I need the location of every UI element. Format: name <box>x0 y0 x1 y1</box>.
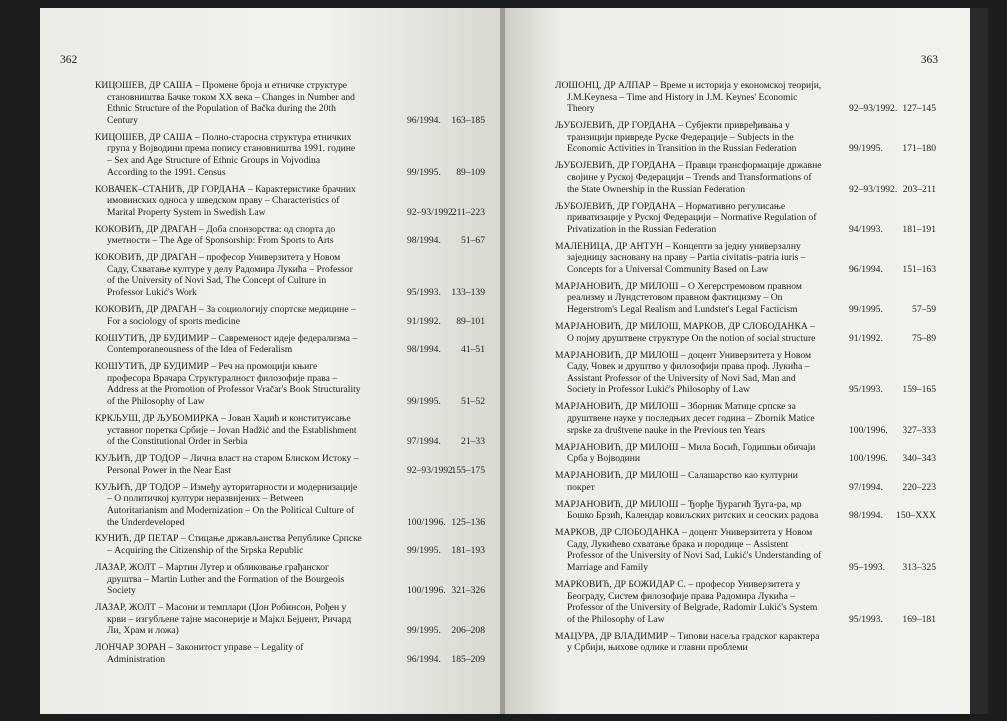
entry-text: МАРКОВИЋ, ДР БОЖИДАР С. – професор Универзитета у Београду, Систем филозофије права Радомира Лукића – Professor of the University of Belgrade, Radomir Lukić's System of the Philosophy of Law <box>555 579 818 625</box>
entry-pages: 75–89 <box>912 332 936 344</box>
entry-issue: 98/1994. <box>407 235 441 247</box>
entry-issue: 99/1995. <box>849 304 883 316</box>
entry-text: МАЛЕНИЦА, ДР АНТУН – Концепти за једну универзалну заједницу засновану на праву – Partia civitatis–patria iuris – Concepts for a Universal Community Based on Law <box>555 240 806 275</box>
index-entry <box>95 361 485 407</box>
index-entry <box>95 562 485 597</box>
index-entry <box>95 132 485 178</box>
entry-issue: 99/1995. <box>407 625 441 637</box>
entry-text: МАРЈАНОВИЋ, ДР МИЛОШ, МАРКОВ, ДР СЛОБОДАНКА – О појму друштвене структуре On the notion of social structure <box>555 321 816 344</box>
entry-pages: 150–XXX <box>896 510 936 522</box>
index-entry <box>555 579 950 625</box>
entry-issue: 96/1994. <box>849 263 883 275</box>
entry-pages: 151–163 <box>902 263 936 275</box>
entry-issue: 91/1992. <box>407 315 441 327</box>
entry-pages: 220–223 <box>902 481 936 493</box>
index-entry <box>95 533 485 556</box>
entry-issue: 100/1996. <box>407 516 446 528</box>
index-entry <box>95 252 485 298</box>
entry-text: МАРЈАНОВИЋ, ДР МИЛОШ – доцент Универзитета у Новом Саду, Човек и друштво у филозофији права проф. Лукића – Assistant Professor of the University of Novi Sad, Man and Society in Professor Lukić's Philosophy of Law <box>555 349 812 396</box>
entry-pages: 127–145 <box>902 103 936 115</box>
entry-pages: 203–211 <box>902 183 936 195</box>
entry-text: ЛАЗАР, ЖОЛТ – Мартин Лутер и обликовање грађанског друштва – Martin Luther and the Formation of the Bourgeois Society <box>95 562 345 597</box>
index-entry <box>555 527 950 573</box>
index-entry <box>555 241 950 276</box>
entry-text: МАРЈАНОВИЋ, ДР МИЛОШ – Мила Босић, Годишњи обичаји Срба у Војводини <box>555 441 816 465</box>
index-entry <box>555 160 950 195</box>
index-entry <box>555 499 950 522</box>
index-entry <box>95 642 485 665</box>
entry-issue: 97/1994. <box>849 481 883 493</box>
index-entry <box>555 281 950 316</box>
entry-text: КОШУТИЋ, ДР БУДИМИР – Савременост идеје федерализма – Contemporaneousness of the Idea of Federalism <box>95 332 358 356</box>
index-entry <box>555 201 950 236</box>
entry-issue: 95/1993. <box>849 384 883 396</box>
entry-issue: 100/1996. <box>407 585 446 597</box>
entry-issue: 94/1993. <box>849 223 883 235</box>
entry-pages: 163–185 <box>451 114 485 126</box>
entry-text: КОВАЧЕК–СТАНИЋ, ДР ГОРДАНА – Карактеристике брачних имовинских односа у шведском праву – Characteristics of Marital Property System in Swedish Law <box>95 183 356 218</box>
entry-text: ЉУБОЈЕВИЋ, ДР ГОРДАНА – Нормативно регулисање приватизације у Руској Федерацији – Normative Regulation of Privatization in the Russian Federation <box>555 200 817 235</box>
index-entry <box>555 120 950 155</box>
entry-list <box>95 80 485 671</box>
entry-text: МАРЈАНОВИЋ, ДР МИЛОШ – Салашарство као културни покрет <box>555 470 798 493</box>
index-entry <box>555 321 950 344</box>
index-entry <box>555 631 950 654</box>
entry-text: МАЦУРА, ДР ВЛАДИМИР – Типови насеља градског карактера у Србији, њихове одлике и главни проблеми <box>555 630 820 654</box>
right-page <box>505 8 970 714</box>
entry-text: ЛОШОНЦ, ДР АЛПАР – Време и историја у економској теорији, J.M.Keynesa – Time and History in J.M. Keynes' Economic Theory <box>555 80 822 115</box>
entry-pages: 41–51 <box>461 344 485 356</box>
entry-issue: 95/1993. <box>849 613 883 625</box>
entry-issue: 96/1994. <box>407 114 441 126</box>
index-entry <box>95 482 485 528</box>
entry-text: МАРКОВ, ДР СЛОБОДАНКА – доцент Универзитета у Новом Саду, Лукићево схватање брака и породице – Assistent Professor of the University of Novi Sad, Lukić's Understanding of Marriage and Family <box>555 527 822 574</box>
entry-text: КУЉИЋ, ДР ТОДОР – Између ауторитарности и модернизације – О политичкој култури неразвијених – Between Autoritarianism and Modernization – On the Political Culture of the Underdeveloped <box>95 481 358 528</box>
index-entry <box>95 80 485 126</box>
index-entry <box>555 442 950 465</box>
index-entry <box>95 602 485 637</box>
entry-text: КОКОВИЋ, ДР ДРАГАН – Доба спонзорства: од спорта до уметности – The Age of Sponsorship: From Sports to Arts <box>95 223 336 247</box>
entry-pages: 185–209 <box>451 654 485 665</box>
entry-text: КОШУТИЋ, ДР БУДИМИР – Реч на промоцији књиге професора Врачара Структуралност филозофије права – Address at the Promotion of Professor Vračar's Book Structurality of the Philosophy of Law <box>95 361 361 407</box>
entry-pages: 89–101 <box>456 315 485 327</box>
entry-text: ЉУБОЈЕВИЋ, ДР ГОРДАНА – Правци трансформације државне својине у Руској Федерацији – Trends and Transformations of the State Ownership in the Russian Federation <box>555 160 822 195</box>
page-number: 363 <box>920 54 938 66</box>
entry-pages: 21–33 <box>461 436 485 448</box>
entry-pages: 51–67 <box>461 235 485 247</box>
entry-issue: 99/1995. <box>407 395 441 407</box>
entry-issue: 95–1993. <box>849 562 885 574</box>
index-entry <box>95 413 485 448</box>
index-entry <box>555 470 950 493</box>
entry-text: ЛОНЧАР ЗОРАН – Законитост управе – Legality of Administration <box>95 642 304 665</box>
entry-text: ЛАЗАР, ЖОЛТ – Масони и темплари (Џон Робинсон, Рођен у крви – изгубљене тајне масонерије и Мајкл Бејџент, Ричард Ли, Храм и ложа) <box>95 602 352 637</box>
entry-text: КРКЉУШ, ДР ЉУБОМИРКА – Јован Хаџић и конституисање уставног поретка Србије – Jovan Hadžić and the Establishment of the Constitutional Order in Serbia <box>95 412 357 448</box>
entry-text: МАРЈАНОВИЋ, ДР МИЛОШ – О Хегерстремовом правном реализму и Лундстетовом правном фактицизму – On Hegerstrom's Legal Realism and Lundstet's Legal Facticism <box>555 280 802 316</box>
entry-pages: 133–139 <box>451 287 485 299</box>
entry-text: КИЦОШЕВ, ДР САША – Промене броја и етничке структуре становништва Бачке током XX века – Changes in Number and Ethnic Structure of the Population of Bačka during the 20th Century <box>95 80 355 126</box>
entry-pages: 169–181 <box>902 613 936 625</box>
entry-text: МАРЈАНОВИЋ, ДР МИЛОШ – Зборник Матице српске за друштвене науке у последњих десет година – Zbornik Matice srpske za društvene nauke in the Previous ten Years <box>555 401 815 436</box>
index-entry <box>95 224 485 247</box>
entry-pages: 181–193 <box>451 545 485 557</box>
entry-pages: 89–109 <box>456 166 485 178</box>
entry-issue: 97/1994. <box>407 436 441 448</box>
entry-issue: 92–93/1992. <box>407 206 456 218</box>
entry-issue: 91/1992. <box>849 332 883 344</box>
entry-issue: 95/1993. <box>407 287 441 299</box>
entry-pages: 159–165 <box>902 384 936 396</box>
entry-pages: 327–333 <box>902 424 936 436</box>
entry-issue: 92–93/1992. <box>849 183 898 195</box>
index-entry <box>555 401 950 436</box>
entry-pages: 321–326 <box>451 585 485 597</box>
entry-pages: 125–136 <box>451 516 485 528</box>
entry-pages: 171–180 <box>902 143 936 155</box>
entry-issue: 98/1994. <box>849 510 883 522</box>
entry-text: ЉУБОЈЕВИЋ, ДР ГОРДАНА – Субјекти привређивања у транзицији привреде Руске Федерације – Subjects in the Economic Activities in Transition in the Russian Federation <box>555 120 797 155</box>
entry-pages: 313–325 <box>902 562 936 574</box>
entry-list <box>555 80 950 659</box>
entry-issue: 92–93/1992. <box>849 103 898 115</box>
page-edge <box>970 8 988 714</box>
entry-pages: 57–59 <box>912 304 936 316</box>
entry-issue: 99/1995. <box>407 166 441 178</box>
left-page <box>40 8 502 714</box>
entry-issue: 92–93/1992. <box>407 464 456 476</box>
entry-pages: 51–52 <box>461 395 485 407</box>
entry-text: КОКОВИЋ, ДР ДРАГАН – професор Универзитета у Новом Саду, Схватање културе у делу Радомира Лукића – Professor of the University of Novi Sad, The Concept of Culture in Professor Lukić's Work <box>95 252 353 299</box>
index-entry <box>95 184 485 219</box>
entry-issue: 99/1995. <box>849 143 883 155</box>
entry-pages: 155–175 <box>451 464 485 476</box>
entry-issue: 99/1995. <box>407 545 441 557</box>
entry-issue: 98/1994. <box>407 344 441 356</box>
index-entry <box>555 350 950 396</box>
entry-issue: 100/1996. <box>849 453 888 465</box>
entry-issue: 96/1994. <box>407 654 441 665</box>
index-entry <box>95 304 485 327</box>
entry-text: МАРЈАНОВИЋ, ДР МИЛОШ – Ђорђе Ђурагић Ђуга-ра, мр Бошко Брзић, Календар ковиљских ритских и сеоских радова <box>555 498 819 522</box>
entry-pages: 211–223 <box>451 206 485 218</box>
index-entry <box>95 453 485 476</box>
entry-text: КУЉИЋ, ДР ТОДОР – Лична власт на старом Блиском Истоку – Personal Power in the Near East <box>95 453 359 476</box>
entry-text: КУНИЋ, ДР ПЕТАР – Стицање држављанства Републике Српске – Acquiring the Citizenship of the Srpska Republic <box>95 533 362 557</box>
index-entry <box>555 80 950 115</box>
entry-pages: 340–343 <box>902 453 936 465</box>
entry-text: КОКОВИЋ, ДР ДРАГАН – За социологију спортске медицине – For a sociology of sports medicine <box>95 304 356 327</box>
entry-text: КИЦОШЕВ, ДР САША – Полно-старосна структура етничких група у Војводини према попису становништва 1991. године – Sex and Age Structure of Ethnic Groups in Vojvodina According to the 1991. Census <box>95 131 356 178</box>
index-entry <box>95 333 485 356</box>
entry-issue: 100/1996. <box>849 424 888 436</box>
entry-pages: 206–208 <box>451 625 485 637</box>
page-number: 362 <box>60 54 78 66</box>
entry-pages: 181–191 <box>902 223 936 235</box>
